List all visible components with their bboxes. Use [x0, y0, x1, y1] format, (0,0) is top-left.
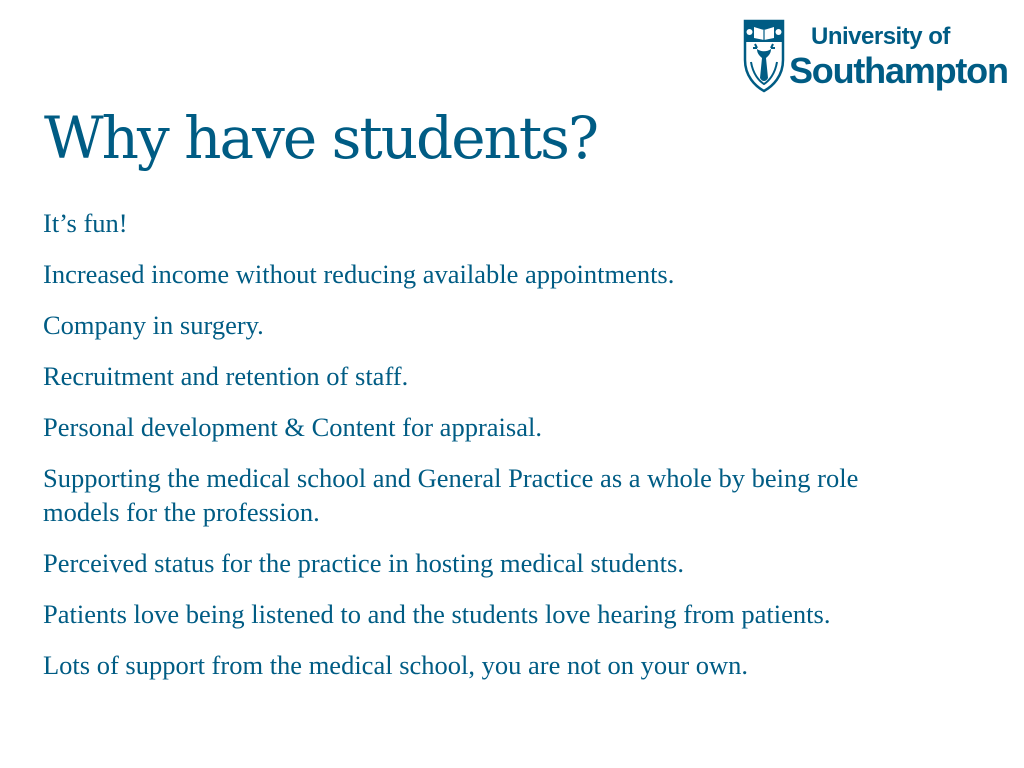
bullet-list — [43, 206, 893, 699]
bullet-item: It’s fun! — [43, 208, 128, 238]
bullet-item: Lots of support from the medical school, you are not on your own. — [43, 650, 749, 680]
bullet-item: Supporting the medical school and General Practice as a whole by being role models for the profession. — [43, 463, 859, 527]
bullet-item: Personal development & Content for appraisal. — [43, 412, 542, 442]
bullet-item: Patients love being listened to and the students love hearing from patients. — [43, 599, 831, 629]
bullet-item: Increased income without reducing available appointments. — [43, 259, 675, 289]
crest-icon — [743, 18, 785, 94]
bullet-item: Recruitment and retention of staff. — [43, 361, 409, 391]
slide-title: Why have students? — [44, 104, 598, 172]
bullet-item: Perceived status for the practice in hosting medical students. — [43, 548, 684, 578]
university-logo — [743, 18, 1008, 96]
logo-line-university-of: University of — [811, 23, 950, 50]
logo-line-southampton: Southampton — [789, 50, 1008, 91]
bullet-item: Company in surgery. — [43, 310, 264, 340]
